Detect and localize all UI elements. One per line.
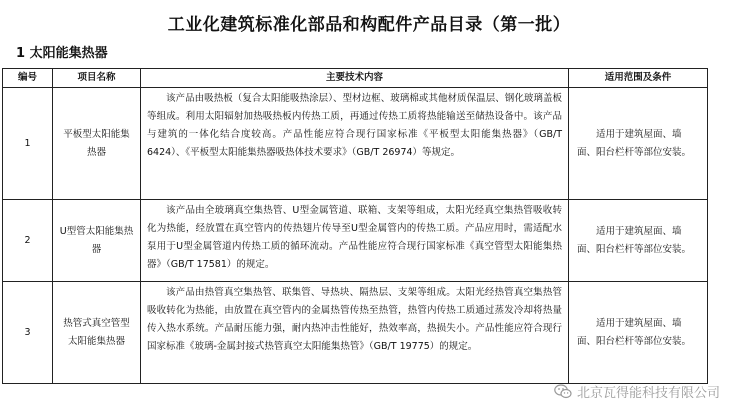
header-scope: 适用范围及条件 [569,69,708,88]
table-row [3,200,708,282]
document-title: 工业化建筑标准化部品和构配件产品目录（第一批） [167,15,571,35]
table-row [3,88,708,200]
header-technical-content: 主要技术内容 [141,69,569,88]
row-product-name: U型管太阳能集热器 [53,200,141,282]
row-technical-content: 该产品由热管真空集热管、联集管、导热块、隔热层、支架等组成。太阳光经热管真空集热管吸收转化为热能，由放置在真空管内的金属热管传热至热管，热管内传热工质通过蒸发冷却将热量传入热水系统。产品耐压能力强，耐内热冲击性能好，热效率高，热损失小。产品性能应符合现行国家标准《玻璃-金属封接式热管真空太阳能集热管》（GB/T 19775）的规定。 [141,282,569,384]
header-number: 编号 [3,69,53,88]
row-technical-content: 该产品由全玻璃真空集热管、U型金属管道、联箱、支架等组成，太阳光经真空集热管吸收转化为热能，经放置在真空管内的传热翅片传导至U型金属管内的传热工质。产品应用时，需适配水泵用于U型金属管道内传热工质的循环流动。产品性能应符合现行国家标准《真空管型太阳能集热器》（GB/T 17581）的规定。 [141,200,569,282]
watermark [554,382,720,401]
row-scope: 适用于建筑屋面、墙面、阳台栏杆等部位安装。 [569,200,708,282]
table-header-row [3,69,708,88]
wechat-icon [554,384,572,399]
row-technical-content: 该产品由吸热板（复合太阳能吸热涂层）、型材边框、玻璃棉或其他材质保温层、钢化玻璃盖板等组成。利用太阳辐射加热吸热板内传热工质，再通过传热工质将热能输送至储热设备中。该产品与建筑的一体化结合度较高。产品性能应符合现行国家标准《平板型太阳能集热器》（GB/T 6424）、《平板型太阳能集热器吸热体技术要求》（GB/T 26974）等规定。 [141,88,569,200]
row-scope: 适用于建筑屋面、墙面、阳台栏杆等部位安装。 [569,282,708,384]
table-row [3,282,708,384]
row-product-name: 平板型太阳能集热器 [53,88,141,200]
row-product-name: 热管式真空管型太阳能集热器 [53,282,141,384]
product-catalog-table [2,68,708,384]
row-number: 2 [3,200,53,282]
header-product-name: 项目名称 [53,69,141,88]
row-number: 3 [3,282,53,384]
section-heading: 1 太阳能集热器 [16,46,108,61]
row-number: 1 [3,88,53,200]
watermark-text: 北京瓦得能科技有限公司 [576,386,720,401]
row-scope: 适用于建筑屋面、墙面、阳台栏杆等部位安装。 [569,88,708,200]
